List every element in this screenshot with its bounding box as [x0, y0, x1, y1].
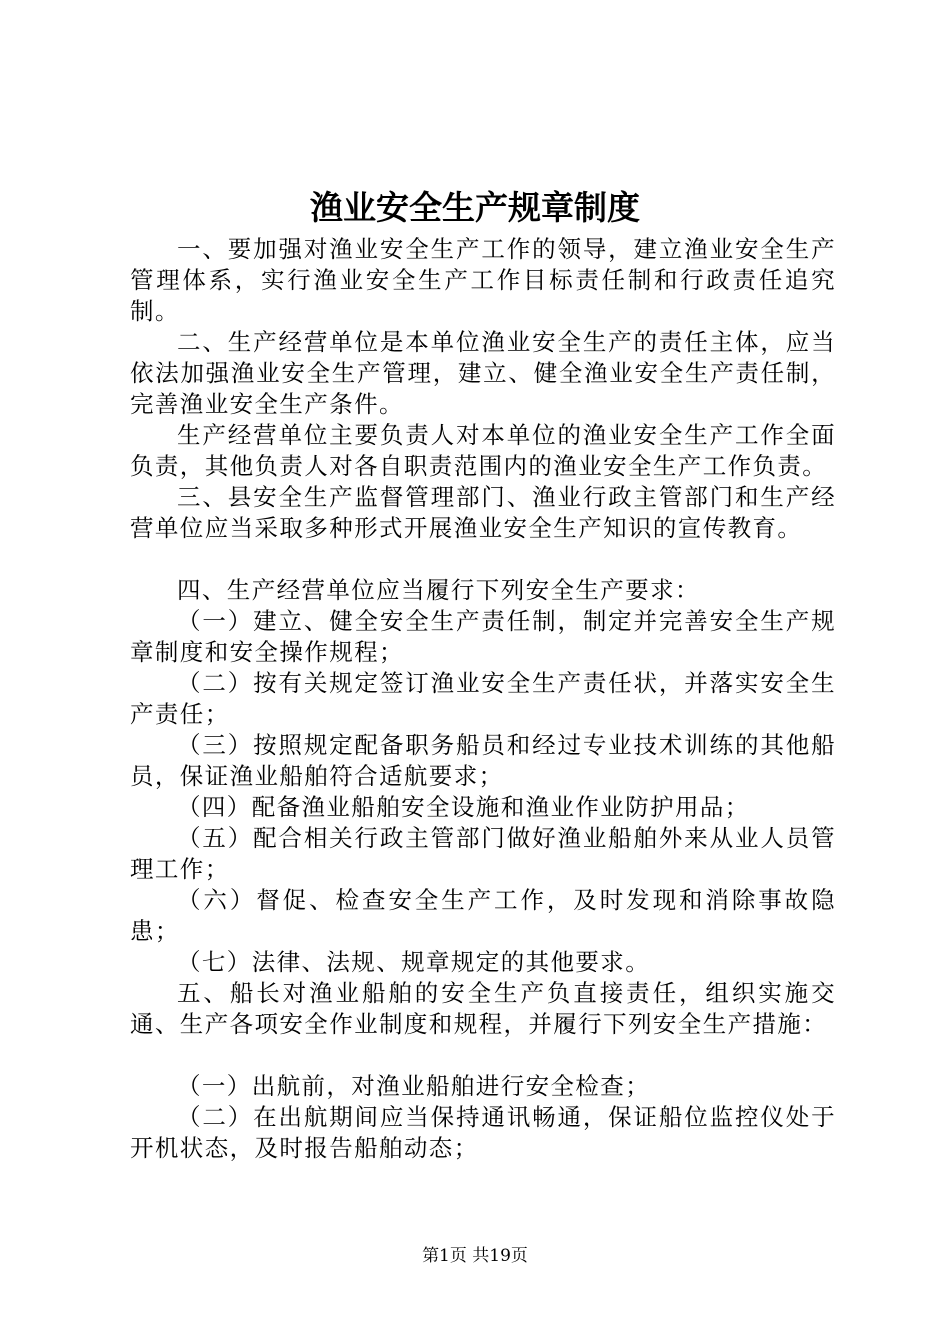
paragraph-3: 生产经营单位主要负责人对本单位的渔业安全生产工作全面负责，其他负责人对各自职责范围内的渔业安全生产工作负责。 [130, 421, 836, 480]
paragraph-7: （二）按有关规定签订渔业安全生产责任状，并落实安全生产责任； [130, 669, 836, 728]
document-title: 渔业安全生产规章制度 [310, 188, 640, 227]
document-body [130, 234, 836, 1164]
paragraph-5: 四、生产经营单位应当履行下列安全生产要求： [177, 576, 700, 604]
paragraph-4: 三、县安全生产监督管理部门、渔业行政主管部门和生产经营单位应当采取多种形式开展渔业安全生产知识的宣传教育。 [130, 483, 836, 542]
paragraph-9: （四）配备渔业船舶安全设施和渔业作业防护用品； [177, 793, 750, 821]
paragraph-13: 五、船长对渔业船舶的安全生产负直接责任，组织实施交通、生产各项安全作业制度和规程，并履行下列安全生产措施： [130, 979, 836, 1038]
paragraph-2: 二、生产经营单位是本单位渔业安全生产的责任主体，应当依法加强渔业安全生产管理，建立、健全渔业安全生产责任制，完善渔业安全生产条件。 [130, 328, 836, 418]
paragraph-15: （二）在出航期间应当保持通讯畅通，保证船位监控仪处于开机状态，及时报告船舶动态； [130, 1103, 836, 1162]
page-footer: 第1页 共19页 [422, 1246, 528, 1266]
paragraph-14: （一）出航前，对渔业船舶进行安全检查； [177, 1072, 651, 1100]
paragraph-6: （一）建立、健全安全生产责任制，制定并完善安全生产规章制度和安全操作规程； [130, 607, 836, 666]
paragraph-11: （六）督促、检查安全生产工作，及时发现和消除事故隐患； [130, 886, 836, 945]
paragraph-8: （三）按照规定配备职务船员和经过专业技术训练的其他船员，保证渔业船舶符合适航要求； [130, 731, 836, 790]
paragraph-12: （七）法律、法规、规章规定的其他要求。 [177, 948, 651, 976]
paragraph-10: （五）配合相关行政主管部门做好渔业船舶外来从业人员管理工作； [130, 824, 836, 883]
paragraph-1: 一、要加强对渔业安全生产工作的领导，建立渔业安全生产管理体系，实行渔业安全生产工作目标责任制和行政责任追究制。 [130, 235, 836, 325]
